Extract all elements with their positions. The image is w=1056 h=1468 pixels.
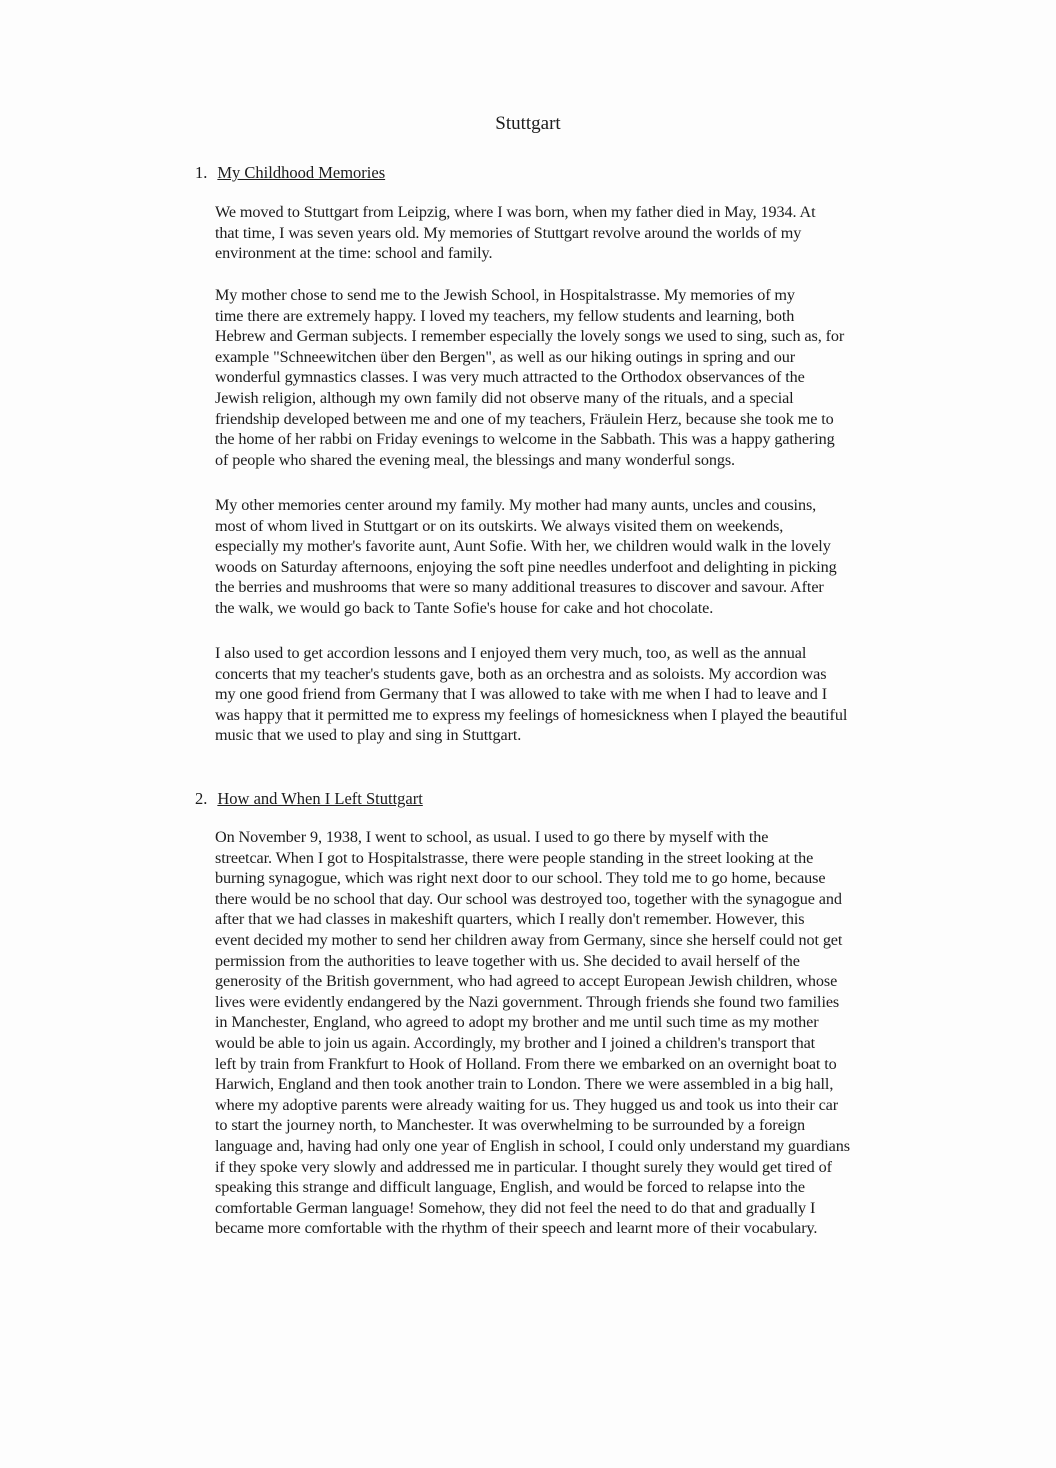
section-heading — [195, 789, 423, 809]
paragraph — [195, 643, 907, 746]
text-line: woods on Saturday afternoons, enjoying the soft pine needles underfoot and delighting in picking — [215, 557, 837, 576]
paragraph — [195, 827, 907, 1239]
text-line: time there are extremely happy. I loved my teachers, my fellow students and learning, both — [215, 306, 795, 325]
text-line: example "Schneewitchen über den Bergen", as well as our hiking outings in spring and our — [215, 347, 795, 366]
text-line: if they spoke very slowly and addressed me in particular. I thought surely they would get tired of — [215, 1157, 832, 1176]
text-line: language and, having had only one year of English in school, I could only understand my guardians — [215, 1136, 850, 1155]
text-line: comfortable German language! Somehow, they did not feel the need to do that and gradually I — [215, 1198, 816, 1217]
text-line: especially my mother's favorite aunt, Aunt Sofie. With her, we children would walk in the lovely — [215, 537, 831, 556]
text-line: On November 9, 1938, I went to school, as usual. I used to go there by myself with the — [215, 828, 769, 846]
text-line: of people who shared the evening meal, the blessings and many wonderful songs. — [215, 450, 735, 469]
section-number: 1. — [195, 163, 208, 182]
text-line: Hebrew and German subjects. I remember especially the lovely songs we used to sing, such as, for — [215, 327, 845, 346]
text-line: my one good friend from Germany that I was allowed to take with me when I had to leave and I — [215, 685, 828, 704]
text-line: most of whom lived in Stuttgart or on its outskirts. We always visited them on weekends, — [215, 516, 784, 535]
text-line: became more comfortable with the rhythm of their speech and learnt more of their vocabulary. — [215, 1219, 818, 1238]
text-line: friendship developed between me and one of my teachers, Fräulein Herz, because she took me to — [215, 409, 834, 428]
document-title: Stuttgart — [495, 113, 561, 134]
paragraph — [195, 495, 907, 619]
text-line: was happy that it permitted me to express my feelings of homesickness when I played the beautiful — [215, 705, 848, 724]
text-line: in Manchester, England, who agreed to adopt my brother and me until such time as my mother — [215, 1013, 819, 1032]
text-line: concerts that my teacher's students gave, both as an orchestra and as soloists. My accordion was — [215, 664, 827, 683]
text-line: to start the journey north, to Manchester. It was overwhelming to be surrounded by a foreign — [215, 1116, 806, 1135]
text-line: Jewish religion, although my own family did not observe many of the rituals, and a special — [215, 388, 794, 407]
section-heading — [195, 163, 385, 183]
paragraph — [195, 285, 907, 470]
text-line: the walk, we would go back to Tante Sofie's house for cake and hot chocolate. — [215, 598, 714, 617]
text-line: My other memories center around my family. My mother had many aunts, uncles and cousins, — [215, 496, 817, 514]
text-line: environment at the time: school and family. — [215, 244, 493, 263]
text-line: streetcar. When I got to Hospitalstrasse, there were people standing in the street looking at the — [215, 848, 814, 867]
text-line: permission from the authorities to leave together with us. She decided to avail herself of the — [215, 951, 800, 970]
text-line: My mother chose to send me to the Jewish School, in Hospitalstrasse. My memories of my — [215, 286, 795, 304]
section-title: How and When I Left Stuttgart — [217, 789, 423, 808]
text-line: the berries and mushrooms that were so many additional treasures to discover and savour. After — [215, 578, 824, 597]
text-line: generosity of the British government, who had agreed to accept European Jewish children, whose — [215, 972, 838, 991]
text-line: there would be no school that day. Our school was destroyed too, together with the synagogue and — [215, 889, 842, 908]
text-line: event decided my mother to send her children away from Germany, since she herself could not get — [215, 930, 843, 949]
section-number: 2. — [195, 789, 208, 808]
text-line: left by train from Frankfurt to Hook of Holland. From there we embarked on an overnight boat to — [215, 1054, 837, 1073]
text-line: would be able to join us again. Accordingly, my brother and I joined a children's transport that — [215, 1033, 816, 1052]
text-line: music that we used to play and sing in Stuttgart. — [215, 726, 522, 745]
text-line: the home of her rabbi on Friday evenings to welcome in the Sabbath. This was a happy gathering — [215, 430, 835, 449]
text-line: where my adoptive parents were already waiting for us. They hugged us and took us into their car — [215, 1095, 839, 1114]
text-line: lives were evidently endangered by the Nazi government. Through friends she found two families — [215, 992, 840, 1011]
text-line: Harwich, England and then took another train to London. There we were assembled in a big hall, — [215, 1075, 834, 1094]
text-line: that time, I was seven years old. My memories of Stuttgart revolve around the worlds of my — [215, 223, 802, 242]
text-line: burning synagogue, which was right next door to our school. They told me to go home, because — [215, 869, 826, 888]
text-line: after that we had classes in makeshift quarters, which I really don't remember. However, this — [215, 910, 805, 929]
text-line: We moved to Stuttgart from Leipzig, where I was born, when my father died in May, 1934. At — [215, 203, 816, 221]
text-line: I also used to get accordion lessons and I enjoyed them very much, too, as well as the annual — [215, 644, 807, 662]
section-title: My Childhood Memories — [217, 163, 386, 182]
paragraph — [195, 202, 907, 264]
text-line: wonderful gymnastics classes. I was very much attracted to the Orthodox observances of the — [215, 368, 805, 387]
text-line: speaking this strange and difficult language, English, and would be forced to relapse into the — [215, 1178, 805, 1197]
